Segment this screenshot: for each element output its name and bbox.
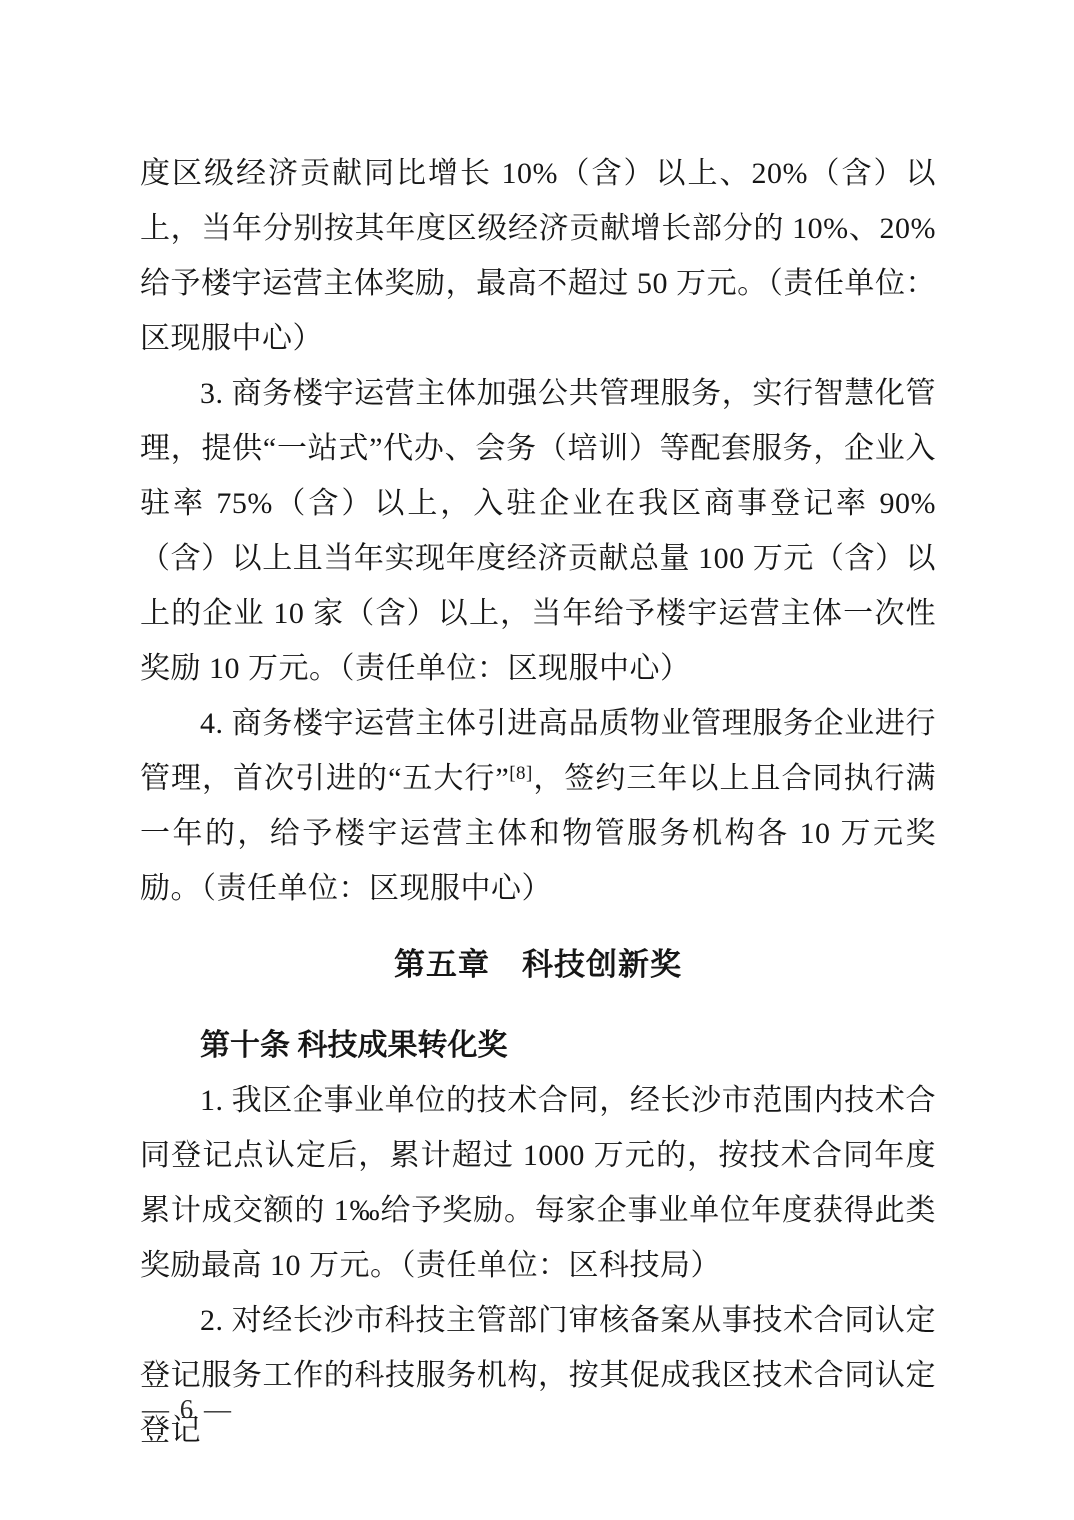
article-heading: 第十条 科技成果转化奖 (200, 1029, 508, 1062)
document-body (140, 146, 936, 1458)
paragraph-item-4-rest: ，签约三年以上且合同执行满一年的，给予楼宇运营主体和物管服务机构各 10 万元奖励。（责任单位：区现服中心） (140, 762, 936, 905)
paragraph-item-4 (140, 696, 936, 916)
page-number: — 6 — (142, 1394, 233, 1424)
chapter-heading: 第五章 科技创新奖 (394, 947, 682, 982)
paragraph-item-1: 1. 我区企事业单位的技术合同，经长沙市范围内技术合同登记点认定后，累计超过 1000 万元的，按技术合同年度累计成交额的 1‰给予奖励。每家企事业单位年度获得此类奖励最高 10 万元。（责任单位：区科技局） (140, 1084, 936, 1282)
footnote-ref-8: [8] (509, 763, 533, 784)
paragraph-item-4-text: 4. 商务楼宇运营主体引进高品质物业管理服务企业进行管理，首次引进的“五大行” (140, 707, 936, 795)
paragraph-item-2: 2. 对经长沙市科技主管部门审核备案从事技术合同认定登记服务工作的科技服务机构，按其促成我区技术合同认定登记 (140, 1304, 936, 1447)
paragraph-item-3: 3. 商务楼宇运营主体加强公共管理服务，实行智慧化管理，提供“一站式”代办、会务（培训）等配套服务，企业入驻率 75%（含）以上，入驻企业在我区商事登记率 90%（含）以上且当年实现年度经济贡献总量 100 万元（含）以上的企业 10 家（含）以上，当年给予楼宇运营主体一次性奖励 10 万元。（责任单位：区现服中心） (140, 377, 936, 685)
paragraph-continuation: 度区级经济贡献同比增长 10%（含）以上、20%（含）以上，当年分别按其年度区级经济贡献增长部分的 10%、20%给予楼宇运营主体奖励，最高不超过 50 万元。（责任单位：区现服中心） (140, 157, 936, 355)
